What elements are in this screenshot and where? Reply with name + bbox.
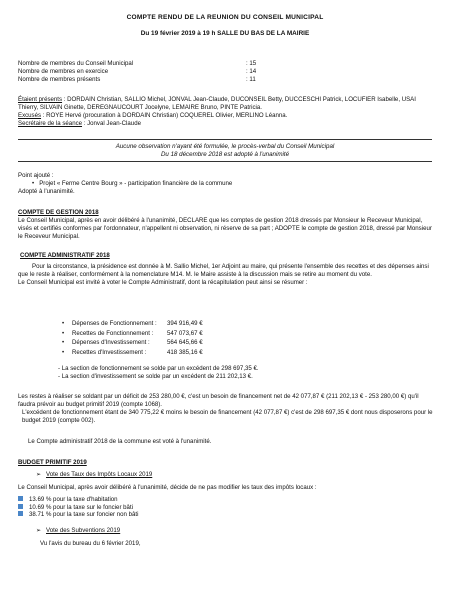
agenda-adopted: Adopté à l'unanimité. [18,187,75,195]
section-result: - La section d'investissement se solde par un excédent de 211 202,13 €. [58,372,253,380]
excused-line [18,112,434,120]
reste-block [18,393,434,425]
members-count-block [18,60,318,84]
administratif-para-2: Le Conseil Municipal est invité à voter le Compte Administratif, dont la récapitulation peut ainsi se résumer : [18,278,308,286]
amount-value: 547 073,67 € [167,329,203,337]
secretary-name: : Jonval Jean-Claude [82,119,141,127]
members-value: : 15 [246,60,257,67]
present-line [18,96,434,112]
amount-label: Dépenses de Fonctionnement : [72,320,157,327]
secretary-label: Secrétaire de la séance [18,119,83,127]
amount-row [62,349,362,359]
members-value: : 11 [246,76,256,83]
section-result-text: La section de fonctionnement se solde par un excédent de 298 697,35 €. [61,365,259,372]
amounts-list [62,320,362,358]
agenda-bullet: • [32,179,40,187]
excused-label: Excusés [18,111,42,119]
budget-heading [18,459,434,467]
vote-taux-line [18,471,434,480]
amount-bullet: • [62,348,65,356]
taux-item-text: 13.69 % pour la taxe d'habitation [29,495,118,503]
budget-section [18,459,434,548]
administratif-heading [18,252,434,260]
vote-subv-line [18,527,434,536]
taux-text: Le Conseil Municipal, après avoir délibéré à l'unanimité, décide de ne pas modifier les taux des impôts locaux : [18,483,317,491]
agenda-item [18,180,434,188]
arrow-right-icon: ➢ [36,471,42,478]
amount-row [62,330,362,340]
square-bullet-icon [18,504,23,509]
meeting-date-line: Du 19 février 2019 à 19 h SALLE DU BAS DE LA MAIRIE [140,30,310,37]
members-row [18,68,318,76]
gestion-text: Le Conseil Municipal, après en avoir délibéré à l'unanimité, DECLARE que les comptes de gestion 2018 dressés par Monsieur le Receveur Municipal, visés et certifiés conformes par l'ordonnateur, n'appellent ni observation, ni réserve de sa part ; ADOPTE le compte de gestion 2018, dressé par Monsieur le Receveur Municipal. [18,216,432,240]
agenda-block [18,172,434,196]
amount-label: Recettes de Fonctionnement : [72,329,154,337]
administratif-para-1: Pour la circonstance, la présidence est donnée à M. Sallio Michel, 1er Adjoint au maire, qui présente l'ensemble des recettes et des dépenses ainsi que le reste à réaliser, conformément à la nomenclature M14. M. le Maire assiste à la discussion mais se retire au moment du vote. [18,262,429,278]
gestion-heading [18,209,434,217]
secretary-line [18,120,434,128]
members-label: Nombre de membres présents [18,76,101,83]
members-row [18,76,318,84]
amount-value: 418 385,16 € [167,348,203,356]
taux-item [18,511,434,519]
agenda-item-text: Projet « Ferme Centre Bourg » - participation financière de la commune [39,179,233,187]
amount-label: Dépenses d'Investissement : [72,339,150,346]
square-bullet-icon [18,511,23,516]
divider [18,161,432,162]
observation-line-1: Aucune observation n'ayant été formulée, le procès-verbal du Conseil Municipal [115,143,335,150]
amount-row [62,339,362,349]
members-value: : 14 [246,68,257,75]
amount-bullet: • [62,320,65,327]
present-label: Étaient présents [18,96,63,103]
amount-row [62,320,362,330]
members-label: Nombre de membres du Conseil Municipal [18,60,134,67]
present-names: : DORDAIN Christian, SALLIO Michel, JONVAL Jean-Claude, DUCONSEIL Betty, DUCCESCHI Patrick, LOCUFIER Isabelle, USAI Thierry, SILVAIN Ginette, DEREGNAUCOURT Jocelyne, LEMAIRE Bruno, PINTE Patricia. [18,96,416,111]
agenda-intro: Point ajouté : [18,172,54,179]
section-result-text: La section d'investissement se solde par un excédent de 211 202,13 €. [61,372,253,380]
reste-para-1: Les restes à réaliser se soldant par un déficit de 253 280,00 €, c'est un besoin de financement net de 42 077,87 € (211 202,13 € - 253 280,00 €) qu'il faudra prévoir au budget primitif 2019 (compte 1068). [18,393,419,408]
reste-para-2: L'excédent de fonctionnement étant de 340 775,22 € moins le besoin de financement (42 077,87 €) c'est de 298 697,35 € dont nous disposerons pour le budget 2019 (compte 002). [22,408,433,424]
amount-value: 394 916,49 € [167,320,203,327]
budget-heading-text: BUDGET PRIMITIF 2019 [18,459,87,466]
subv-text: Vu l'avis du bureau du 6 février 2019, [40,540,141,548]
administratif-voted: Le Compte administratif 2018 de la commune est voté à l'unanimité. [28,438,212,445]
gestion-heading-text: COMPTE DE GESTION 2018 [18,209,99,216]
members-row [18,60,318,68]
amount-bullet: • [62,329,65,337]
divider [18,139,432,140]
observation-line-2: Du 18 décembre 2018 est adopté à l'unanimité [160,151,290,158]
vote-taux-label: Vote des Taux des Impôts Locaux 2019 [46,470,153,478]
amount-label: Recettes d'Investissement : [72,348,147,356]
members-label: Nombre de membres en exercice [18,68,109,75]
taux-item [18,504,434,512]
taux-item [18,496,434,504]
square-bullet-icon [18,496,23,501]
administratif-section [18,252,434,287]
excused-names: : ROYE Hervé (procuration à DORDAIN Christian) COQUEREL Olivier, MERLINO Léanna. [41,111,288,119]
amount-value: 564 645,66 € [167,339,203,346]
taux-item-text: 10.69 % pour la taxe sur le foncier bâti [29,503,133,511]
taux-item-text: 38.71 % pour la taxe sur foncier non bâti [29,511,139,519]
gestion-section [18,209,434,241]
section-results [58,365,428,381]
amount-bullet: • [62,339,65,346]
administratif-heading-text: COMPTE ADMINISTRATIF 2018 [20,252,110,259]
arrow-right-icon: ➢ [36,528,42,535]
attendance-block [18,96,434,128]
section-result: - La section de fonctionnement se solde par un excédent de 298 697,35 €. [58,365,259,372]
document-title: COMPTE RENDU DE LA REUNION DU CONSEIL MUNICIPAL [126,14,324,21]
vote-subv-label: Vote des Subventions 2019 [46,527,121,535]
taux-list [18,496,434,520]
